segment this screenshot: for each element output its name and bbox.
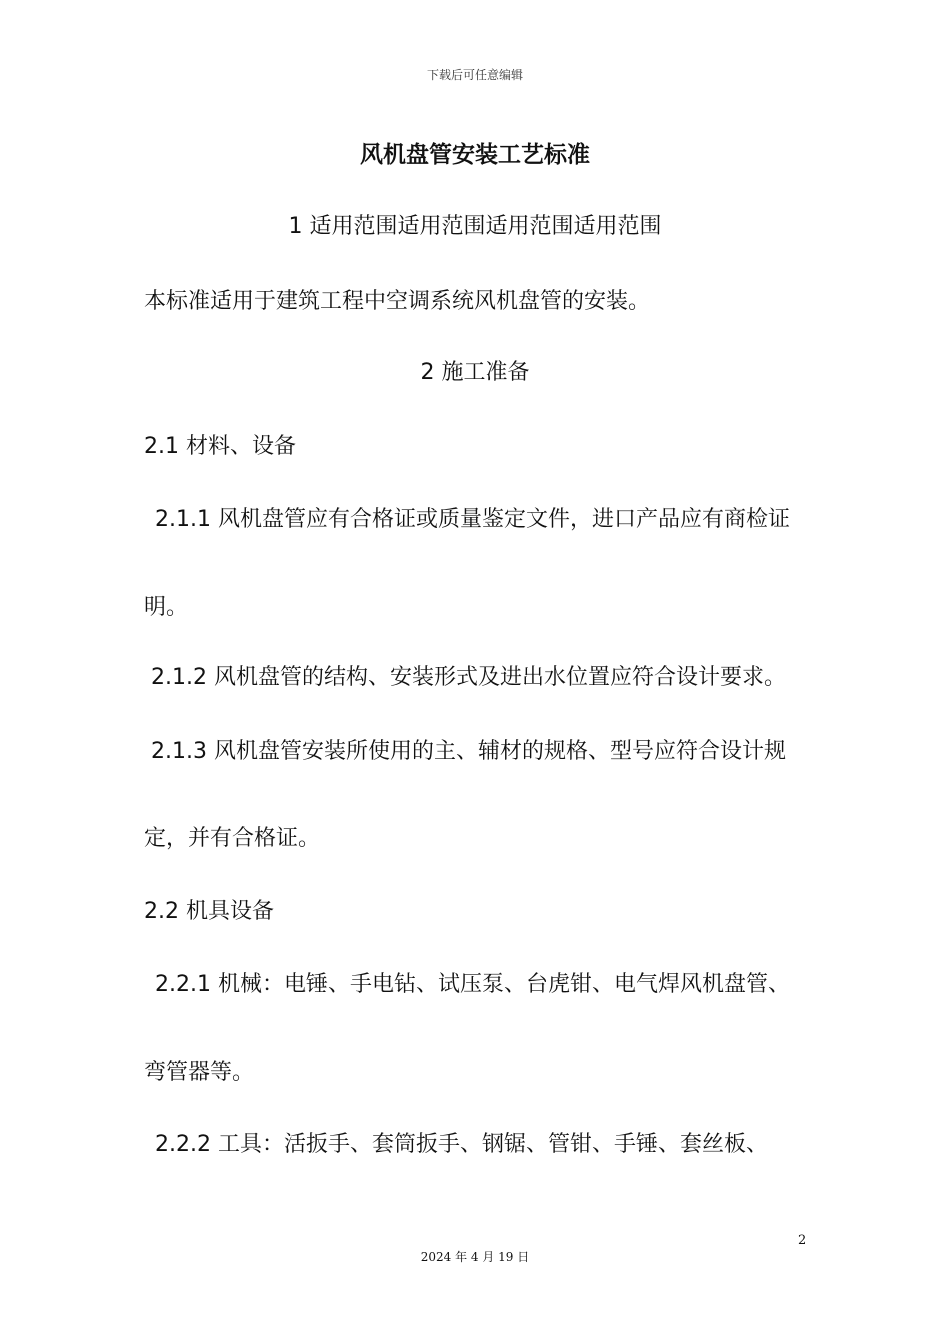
section-1-text: 本标准适用于建筑工程中空调系统风机盘管的安装。 bbox=[144, 289, 651, 314]
item-2-1-2: 2.1.2 风机盘管的结构、安装形式及进出水位置应符合设计要求。 bbox=[151, 665, 786, 690]
item-2-1-1-line-2: 明。 bbox=[144, 595, 189, 620]
item-2-1-3-line-2: 定，并有合格证。 bbox=[144, 826, 321, 851]
subsection-2-2-heading: 2.2 机具设备 bbox=[144, 899, 274, 924]
header-note: 下载后可任意编辑 bbox=[426, 68, 523, 82]
item-2-2-2-line-1: 2.2.2 工具：活扳手、套筒扳手、钢锯、管钳、手锤、套丝板、 bbox=[155, 1132, 768, 1157]
subsection-2-1-heading: 2.1 材料、设备 bbox=[144, 434, 296, 459]
footer-date: 2024 年 4 月 19 日 bbox=[420, 1250, 530, 1264]
item-2-2-1-line-2: 弯管器等。 bbox=[144, 1060, 255, 1085]
item-2-1-3-line-1: 2.1.3 风机盘管安装所使用的主、辅材的规格、型号应符合设计规 bbox=[151, 739, 786, 764]
section-2-heading: 2 施工准备 bbox=[420, 360, 530, 385]
page-number: 2 bbox=[798, 1233, 807, 1248]
item-2-1-1-line-1: 2.1.1 风机盘管应有合格证或质量鉴定文件，进口产品应有商检证 bbox=[155, 507, 790, 532]
item-2-2-1-line-1: 2.2.1 机械：电锤、手电钻、试压泵、台虎钳、电气焊风机盘管、 bbox=[155, 972, 790, 997]
document-title: 风机盘管安装工艺标准 bbox=[360, 142, 590, 168]
section-1-heading: 1 适用范围适用范围适用范围适用范围 bbox=[288, 214, 662, 239]
